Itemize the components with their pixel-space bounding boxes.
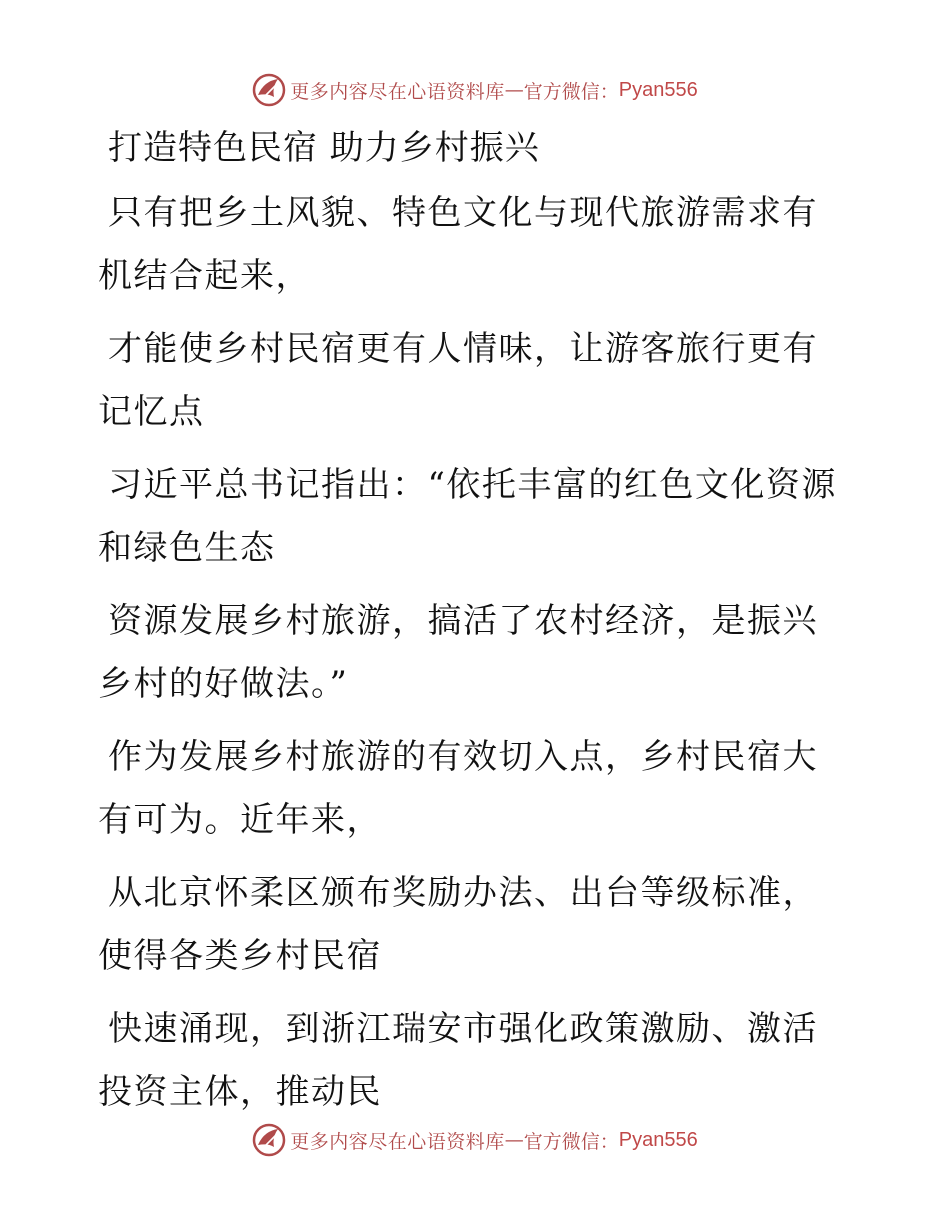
paragraph: 作为发展乡村旅游的有效切入点，乡村民宿大有可为。近年来， [98, 737, 818, 840]
paragraph: 习近平总书记指出：“依托丰富的红色文化资源和绿色生态 [98, 465, 837, 568]
banner-wechat-label: 官方微信： [523, 80, 619, 103]
paragraph: 从北京怀柔区颁布奖励办法、出台等级标准，使得各类乡村民宿 [98, 873, 818, 976]
banner-wechat-id: Pyan556 [618, 1128, 698, 1151]
paragraph: 只有把乡土风貌、特色文化与现代旅游需求有机结合起来， [98, 193, 818, 296]
banner-brand-text: 更多内容尽在心语资料库 [290, 80, 505, 103]
banner-wechat-label: 官方微信： [523, 1130, 619, 1153]
paragraph: 资源发展乡村旅游，搞活了农村经济，是振兴乡村的好做法。” [98, 601, 818, 704]
paragraph: 才能使乡村民宿更有人情味，让游客旅行更有记忆点 [98, 329, 818, 432]
brand-logo-icon [252, 73, 286, 107]
paragraph: 快速涌现，到浙江瑞安市强化政策激励、激活投资主体，推动民 [98, 1009, 818, 1112]
brand-logo-icon [252, 1123, 286, 1157]
document-title: 打造特色民宿 助力乡村振兴 [108, 128, 540, 168]
banner-separator: — [504, 1129, 524, 1151]
banner-wechat-id: Pyan556 [618, 78, 698, 101]
header-banner [0, 70, 950, 110]
footer-banner [0, 1120, 950, 1160]
document-body [98, 122, 838, 1134]
banner-separator: — [504, 79, 524, 101]
banner-brand-text: 更多内容尽在心语资料库 [290, 1130, 505, 1153]
